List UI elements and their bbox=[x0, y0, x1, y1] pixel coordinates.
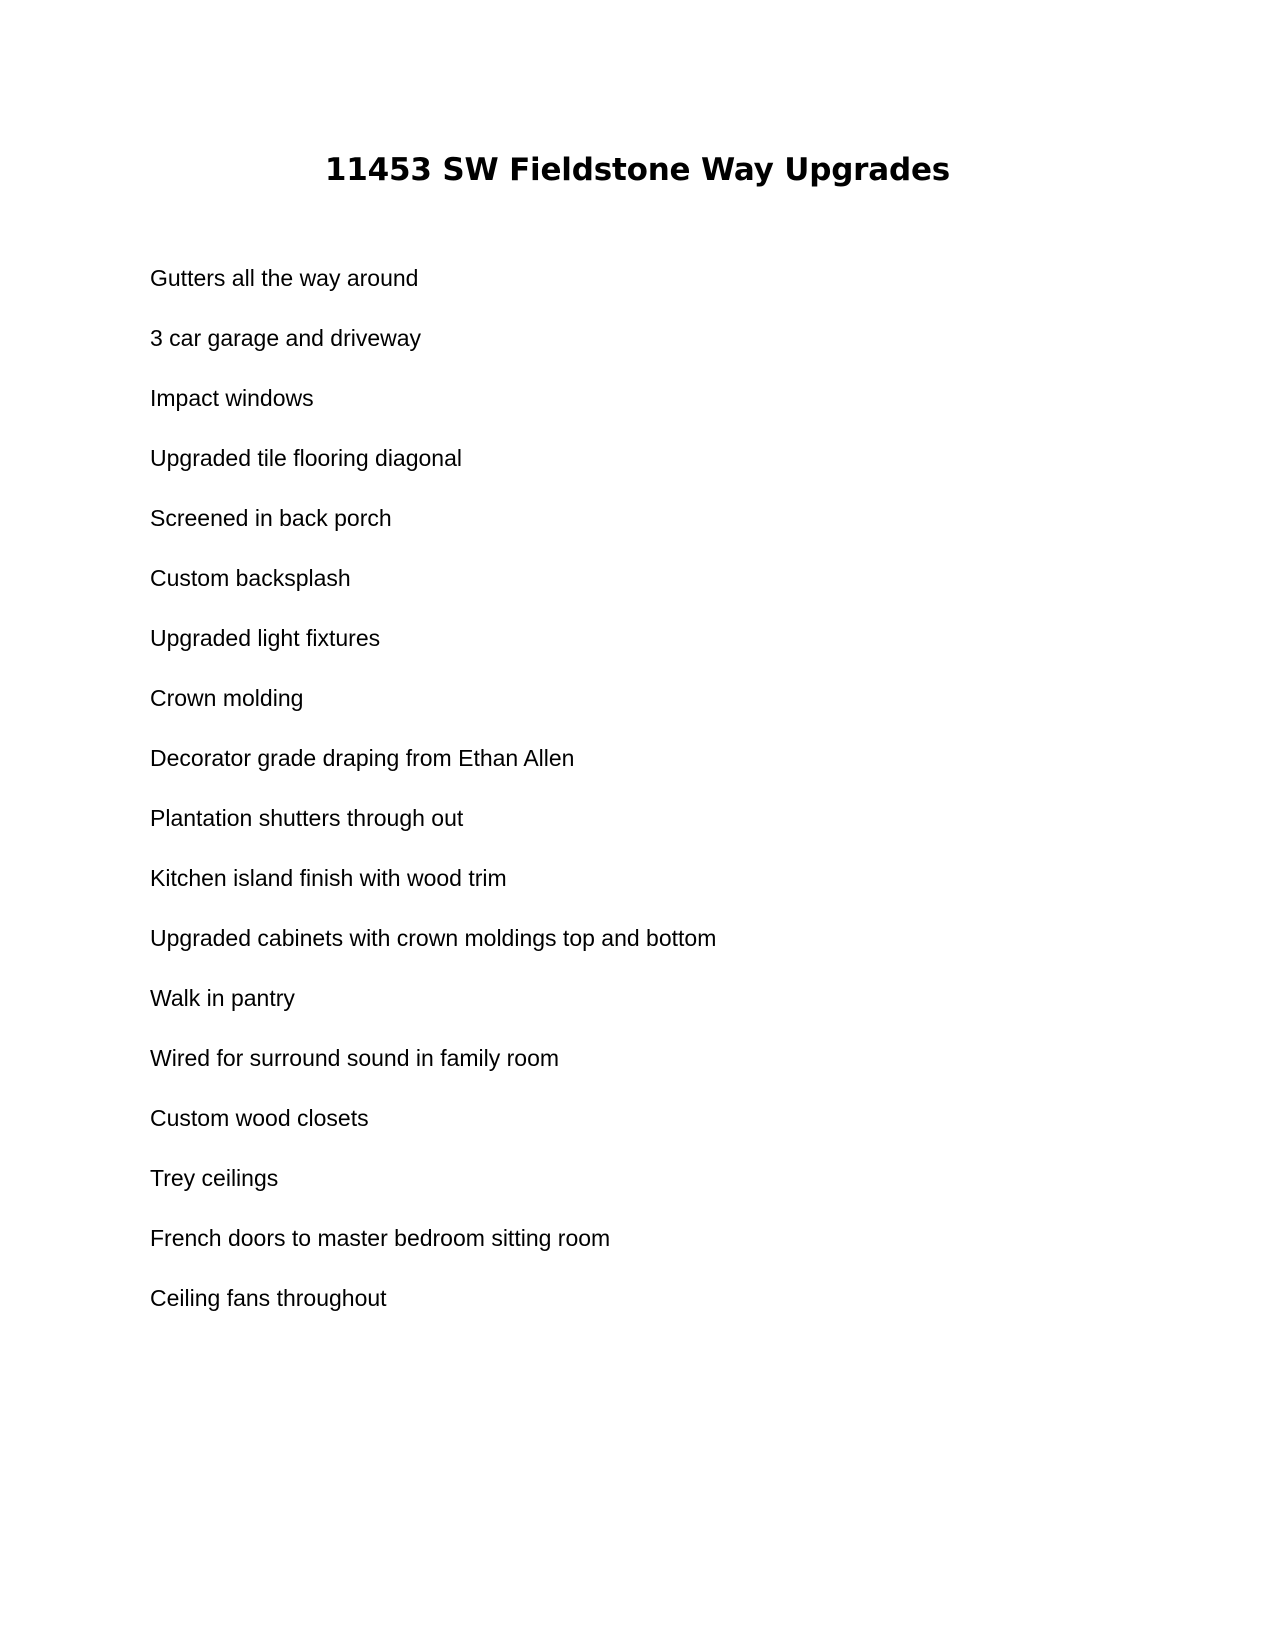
list-item: Upgraded light fixtures bbox=[150, 625, 381, 651]
list-item: 3 car garage and driveway bbox=[150, 325, 422, 351]
list-item: Impact windows bbox=[150, 385, 314, 411]
list-item: Screened in back porch bbox=[150, 505, 392, 531]
upgrades-list bbox=[150, 263, 716, 1343]
list-item: Decorator grade draping from Ethan Allen bbox=[150, 745, 575, 771]
list-item: Crown molding bbox=[150, 685, 304, 711]
list-item: Upgraded cabinets with crown moldings top and bottom bbox=[150, 925, 717, 951]
list-item: Kitchen island finish with wood trim bbox=[150, 865, 507, 891]
list-item: Wired for surround sound in family room bbox=[150, 1045, 560, 1071]
page-title: 11453 SW Fieldstone Way Upgrades bbox=[324, 152, 951, 188]
list-item: Custom wood closets bbox=[150, 1105, 369, 1131]
list-item: Upgraded tile flooring diagonal bbox=[150, 445, 462, 471]
list-item: Custom backsplash bbox=[150, 565, 351, 591]
list-item: Walk in pantry bbox=[150, 985, 295, 1011]
list-item: Ceiling fans throughout bbox=[150, 1285, 387, 1311]
list-item: Trey ceilings bbox=[150, 1165, 279, 1191]
list-item: Gutters all the way around bbox=[150, 265, 419, 291]
list-item: Plantation shutters through out bbox=[150, 805, 464, 831]
list-item: French doors to master bedroom sitting room bbox=[150, 1225, 611, 1251]
